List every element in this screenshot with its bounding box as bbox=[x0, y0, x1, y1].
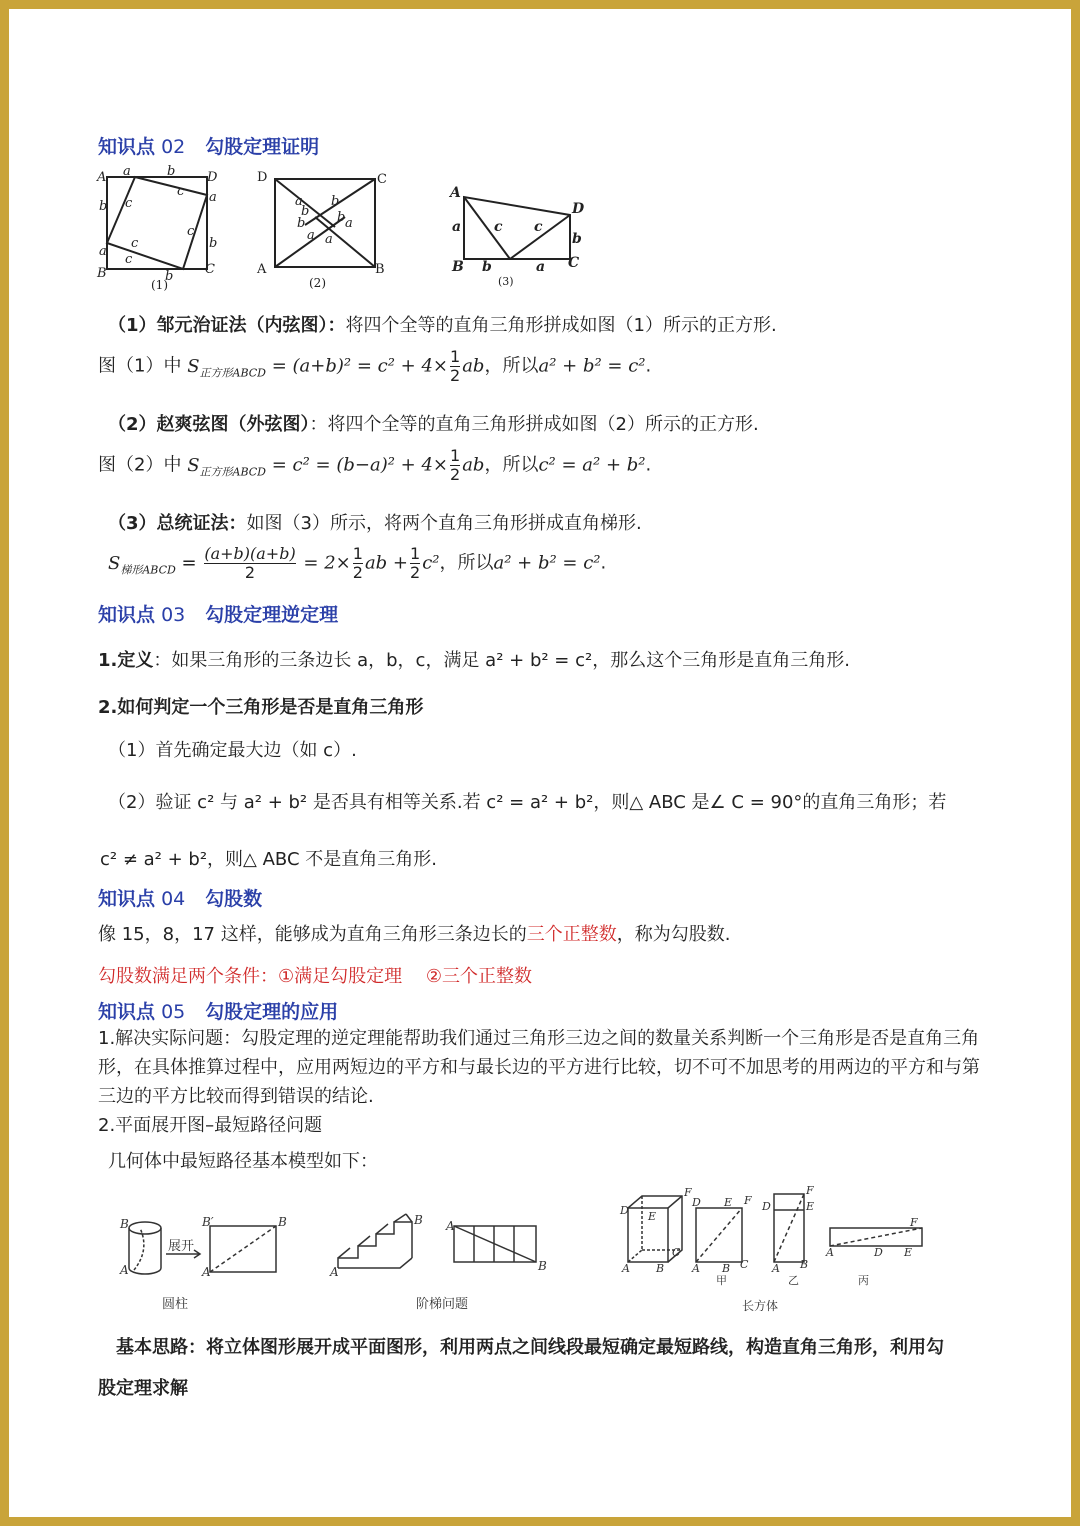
svg-text:A: A bbox=[622, 1262, 630, 1275]
svg-text:A: A bbox=[772, 1262, 780, 1275]
pythagorean-triple-def: 像 15，8，17 这样，能够成为直角三角形三条边长的三个正整数，称为勾股数. bbox=[98, 924, 731, 945]
proof-figures bbox=[95, 164, 585, 295]
svg-text:C: C bbox=[740, 1258, 749, 1271]
svg-text:C: C bbox=[568, 255, 580, 271]
equation-2: 图（2）中 $S_{正方形ABCD} = c^2 = (b-a)^2 + 4\times$ $\frac{1}{2}$ ab，所以c² = a² + b². bbox=[98, 446, 652, 484]
section-heading-02: 知识点 02 勾股定理证明 bbox=[98, 136, 320, 158]
svg-text:F: F bbox=[910, 1216, 918, 1229]
svg-text:D: D bbox=[257, 170, 268, 185]
svg-text:b: b bbox=[297, 216, 306, 231]
fig-1-label: (1) bbox=[151, 278, 168, 292]
svg-text:a: a bbox=[325, 232, 333, 247]
jia-caption: 甲 bbox=[716, 1274, 727, 1287]
section-heading-03: 知识点 03 勾股定理逆定理 bbox=[98, 604, 339, 626]
svg-text:a: a bbox=[295, 194, 303, 209]
step-1: （1）首先确定最大边（如 c）. bbox=[108, 740, 357, 761]
svg-text:c: c bbox=[125, 196, 133, 211]
section-heading-04: 知识点 04 勾股数 bbox=[98, 888, 263, 910]
svg-text:b: b bbox=[165, 269, 174, 284]
svg-text:D: D bbox=[572, 201, 585, 217]
equation-3: $S_{梯形ABCD}$ = $\frac{(a+b)(a+b)}{2}$ = 2× $\frac{1}{2}$ ab + $\frac{1}{2}$ c²，所以a² + b² = c². bbox=[108, 544, 607, 582]
svg-text:E: E bbox=[806, 1200, 815, 1213]
definition-line: 1.定义：如果三角形的三条边长 a，b，c，满足 a² + b² = c²，那么这个三角形是直角三角形. bbox=[98, 650, 850, 671]
svg-text:c: c bbox=[177, 184, 185, 199]
unfold-label: 展开 bbox=[168, 1239, 195, 1254]
svg-text:b: b bbox=[301, 204, 310, 219]
svg-text:A: A bbox=[692, 1262, 700, 1275]
equation-1: 图（1）中 $S_{正方形ABCD} = (a+b)^2 = c^2 + 4\times$ $\frac{1}{2}$ ab，所以a² + b² = c². bbox=[98, 347, 652, 385]
svg-text:B′: B′ bbox=[202, 1215, 214, 1229]
proof-1-line: （1）邹元治证法（内弦图）：将四个全等的直角三角形拼成如图（1）所示的正方形. bbox=[108, 315, 777, 336]
figure-1 bbox=[107, 177, 207, 269]
svg-text:C: C bbox=[205, 262, 215, 277]
svg-text:B: B bbox=[97, 266, 107, 281]
svg-text:B: B bbox=[120, 1217, 129, 1231]
cuboid-caption: 长方体 bbox=[742, 1299, 779, 1313]
svg-text:b: b bbox=[167, 164, 176, 179]
svg-text:D: D bbox=[762, 1200, 771, 1213]
svg-text:b: b bbox=[209, 236, 218, 251]
svg-text:b: b bbox=[99, 199, 108, 214]
svg-text:A: A bbox=[450, 185, 461, 201]
svg-text:B: B bbox=[656, 1262, 665, 1275]
svg-text:a: a bbox=[209, 190, 217, 205]
basic-idea-cont: 股定理求解 bbox=[98, 1378, 188, 1399]
svg-text:a: a bbox=[452, 219, 462, 235]
svg-text:B: B bbox=[452, 259, 464, 275]
svg-text:c: c bbox=[187, 224, 195, 239]
section-heading-05: 知识点 05 勾股定理的应用 bbox=[98, 1001, 339, 1023]
step-2-cont: c² ≠ a² + b²，则△ ABC 不是直角三角形. bbox=[100, 849, 437, 870]
svg-text:a: a bbox=[123, 164, 131, 179]
svg-text:D: D bbox=[207, 170, 218, 185]
svg-text:c: c bbox=[534, 219, 543, 235]
stairs-model bbox=[338, 1214, 536, 1268]
application-2: 2.平面展开图–最短路径问题 bbox=[98, 1115, 323, 1136]
application-3: 几何体中最短路径基本模型如下： bbox=[108, 1151, 378, 1172]
svg-text:a: a bbox=[345, 216, 353, 231]
proof-3-line: （3）总统证法：如图（3）所示，将两个直角三角形拼成直角梯形. bbox=[108, 513, 642, 534]
svg-text:B: B bbox=[800, 1258, 809, 1271]
svg-text:A: A bbox=[446, 1219, 455, 1233]
svg-text:D: D bbox=[620, 1204, 629, 1217]
svg-text:B: B bbox=[538, 1259, 547, 1273]
svg-text:D: D bbox=[692, 1196, 701, 1209]
svg-text:b: b bbox=[572, 231, 582, 247]
svg-text:A: A bbox=[120, 1263, 129, 1277]
figure-2 bbox=[275, 179, 375, 267]
svg-text:A: A bbox=[97, 170, 107, 185]
svg-text:B: B bbox=[414, 1213, 423, 1227]
svg-text:E: E bbox=[904, 1246, 913, 1259]
triple-conditions: 勾股数满足两个条件：①满足勾股定理 ②三个正整数 bbox=[98, 966, 532, 987]
svg-text:A: A bbox=[330, 1265, 339, 1279]
svg-text:B: B bbox=[375, 262, 385, 277]
shortest-path-models bbox=[110, 1180, 940, 1320]
svg-text:C: C bbox=[377, 172, 387, 187]
svg-text:b: b bbox=[482, 259, 492, 275]
svg-text:a: a bbox=[307, 228, 315, 243]
svg-text:E: E bbox=[648, 1210, 657, 1223]
yi-caption: 乙 bbox=[788, 1274, 799, 1287]
stairs-caption: 阶梯问题 bbox=[416, 1297, 469, 1312]
svg-text:a: a bbox=[99, 244, 107, 259]
svg-text:c: c bbox=[494, 219, 503, 235]
svg-text:A: A bbox=[257, 262, 267, 277]
svg-text:B: B bbox=[278, 1215, 287, 1229]
svg-text:B: B bbox=[722, 1262, 731, 1275]
step-2: （2）验证 c² 与 a² + b² 是否具有相等关系.若 c² = a² + b²，则△ ABC 是∠ C = 90°的直角三角形；若 bbox=[108, 792, 947, 813]
svg-text:F: F bbox=[806, 1184, 814, 1197]
bing-caption: 丙 bbox=[858, 1274, 869, 1287]
svg-text:b: b bbox=[331, 194, 340, 209]
cylinder-caption: 圆柱 bbox=[162, 1297, 189, 1312]
svg-text:b: b bbox=[337, 210, 346, 225]
svg-text:E: E bbox=[724, 1196, 733, 1209]
judge-title: 2.如何判定一个三角形是否是直角三角形 bbox=[98, 697, 424, 718]
svg-text:C: C bbox=[672, 1246, 681, 1259]
fig-2-label: (2) bbox=[309, 276, 326, 290]
basic-idea: 基本思路：将立体图形展开成平面图形，利用两点之间线段最短确定最短路线，构造直角三角形，利用勾 bbox=[116, 1337, 944, 1358]
svg-text:c: c bbox=[131, 236, 139, 251]
svg-text:c: c bbox=[125, 252, 133, 267]
fig-3-label: (3) bbox=[498, 275, 514, 288]
svg-text:a: a bbox=[536, 259, 546, 275]
application-1: 1.解决实际问题：勾股定理的逆定理能帮助我们通过三角形三边之间的数量关系判断一个三角形是否是直角三角形，在具体推算过程中，应用两短边的平方和与最长边的平方进行比较，切不可不加思考的用两边的平方和与第三边的平方比较而得到错误的结论. bbox=[98, 1028, 980, 1107]
proof-2-line: （2）赵爽弦图（外弦图）：将四个全等的直角三角形拼成如图（2）所示的正方形. bbox=[108, 414, 759, 435]
svg-text:F: F bbox=[744, 1194, 752, 1207]
svg-text:A: A bbox=[826, 1246, 834, 1259]
svg-text:A: A bbox=[202, 1265, 211, 1279]
svg-text:D: D bbox=[874, 1246, 883, 1259]
svg-text:F: F bbox=[684, 1186, 692, 1199]
